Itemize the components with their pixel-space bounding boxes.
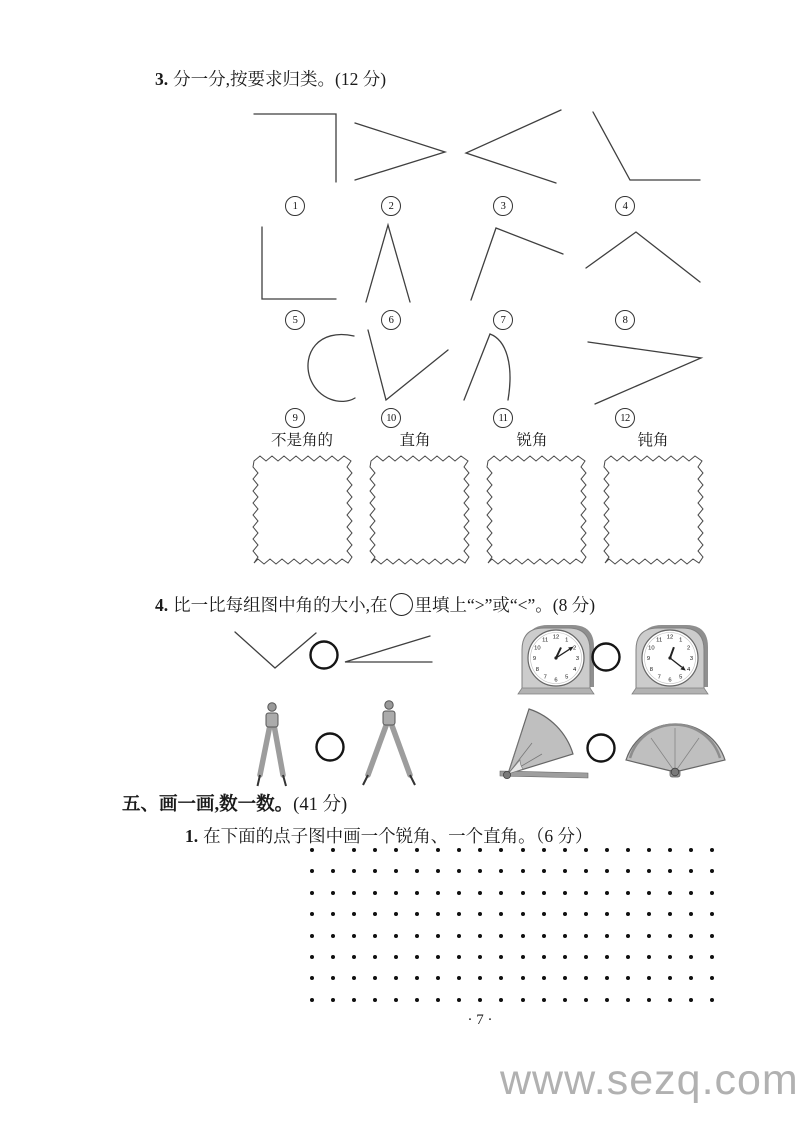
grid-dot (478, 912, 482, 916)
grid-dot (415, 848, 419, 852)
grid-dot (710, 848, 714, 852)
grid-dot (373, 955, 377, 959)
grid-dot (668, 976, 672, 980)
grid-dot (689, 912, 693, 916)
q4-number: 4. (155, 595, 169, 615)
answer-box-acute-angle[interactable] (484, 452, 590, 570)
clock-base (632, 688, 708, 694)
grid-dot (710, 998, 714, 1002)
compass-left-leg (368, 723, 387, 775)
grid-dot (521, 998, 525, 1002)
section5-q1-text: 在下面的点子图中画一个锐角、一个直角。（6 分） (203, 826, 593, 846)
fan-pivot (671, 768, 679, 776)
grid-dot (331, 998, 335, 1002)
grid-dot (563, 869, 567, 873)
grid-dot (352, 955, 356, 959)
figure-3-acute-angle (458, 103, 566, 189)
grid-dot (415, 912, 419, 916)
q4-answer-circle-1[interactable] (307, 638, 341, 672)
grid-dot (647, 976, 651, 980)
grid-dot (499, 891, 503, 895)
grid-dot (394, 976, 398, 980)
grid-dot (689, 869, 693, 873)
figure-label-2: 2 (381, 196, 401, 216)
q4-title-post: 里填上“>”或“<”。(8 分) (414, 595, 596, 615)
grid-dot (605, 998, 609, 1002)
q4-title-pre: 比一比每组图中角的大小,在 (173, 595, 388, 615)
q4-heading (155, 592, 595, 617)
grid-dot (584, 955, 588, 959)
svg-text:6: 6 (554, 677, 558, 684)
svg-text:9: 9 (646, 656, 651, 663)
grid-dot (457, 998, 461, 1002)
answer-box-right-angle[interactable] (367, 452, 473, 570)
grid-dot (352, 891, 356, 895)
grid-dot (605, 848, 609, 852)
grid-dot (310, 955, 314, 959)
grid-dot (626, 848, 630, 852)
grid-dot (352, 869, 356, 873)
grid-dot (499, 998, 503, 1002)
grid-dot (394, 934, 398, 938)
grid-dot (584, 912, 588, 916)
grid-dot (499, 976, 503, 980)
grid-dot (563, 848, 567, 852)
svg-text:7: 7 (543, 674, 547, 681)
grid-dot (689, 934, 693, 938)
grid-dot (352, 912, 356, 916)
svg-text:11: 11 (656, 637, 663, 644)
svg-text:2: 2 (686, 645, 691, 652)
grid-dot (584, 848, 588, 852)
grid-dot (457, 976, 461, 980)
svg-text:3: 3 (689, 656, 694, 663)
clock-base (518, 688, 594, 694)
grid-dot (478, 869, 482, 873)
grid-dot (563, 934, 567, 938)
grid-dot (415, 955, 419, 959)
grid-dot (542, 891, 546, 895)
svg-text:8: 8 (535, 666, 540, 673)
grid-dot (689, 998, 693, 1002)
grid-dot (373, 891, 377, 895)
grid-dot (373, 869, 377, 873)
figure-1-right-angle (248, 106, 343, 188)
grid-dot (373, 998, 377, 1002)
q4-fan-narrow (498, 698, 590, 788)
grid-dot (626, 976, 630, 980)
grid-dot (436, 976, 440, 980)
grid-dot (542, 976, 546, 980)
grid-dot (457, 869, 461, 873)
watermark: www.sezq.com (500, 1056, 799, 1104)
grid-dot (457, 912, 461, 916)
grid-dot (478, 934, 482, 938)
svg-text:5: 5 (679, 674, 683, 681)
dot-grid[interactable] (310, 848, 714, 1004)
grid-dot (647, 912, 651, 916)
figure-10-acute-angle (358, 324, 454, 406)
grid-dot (394, 912, 398, 916)
grid-dot (478, 976, 482, 980)
fan-sector (626, 724, 725, 772)
svg-text:9: 9 (532, 656, 537, 663)
q3-number: 3. (155, 69, 169, 89)
figure-label-1: 1 (285, 196, 305, 216)
section5-number: 五、 (122, 795, 160, 815)
figure-label-11: 11 (493, 408, 513, 428)
svg-text:8: 8 (649, 666, 654, 673)
grid-dot (689, 848, 693, 852)
grid-dot (436, 998, 440, 1002)
q3-heading (155, 66, 386, 91)
grid-dot (478, 891, 482, 895)
grid-dot (499, 955, 503, 959)
svg-text:12: 12 (666, 634, 674, 641)
q4-answer-circle-2[interactable] (589, 640, 623, 674)
grid-dot (689, 976, 693, 980)
answer-circle-inline[interactable] (390, 593, 413, 616)
compass-left-leg (260, 725, 270, 775)
figure-11-line-and-curve (458, 328, 530, 408)
grid-dot (457, 955, 461, 959)
grid-dot (710, 955, 714, 959)
grid-dot (331, 869, 335, 873)
section5-q1-number: 1. (185, 826, 199, 846)
svg-text:10: 10 (534, 645, 541, 652)
compass-hinge (266, 713, 278, 727)
compass-knob (268, 703, 276, 711)
section5-score: (41 分) (293, 795, 348, 815)
figure-9-curve (298, 328, 360, 410)
grid-dot (310, 848, 314, 852)
q4-answer-circle-4[interactable] (584, 731, 618, 765)
grid-dot (605, 934, 609, 938)
grid-dot (436, 869, 440, 873)
grid-dot (668, 998, 672, 1002)
figure-label-3: 3 (493, 196, 513, 216)
grid-dot (668, 848, 672, 852)
svg-text:5: 5 (565, 674, 569, 681)
section5-heading (122, 790, 347, 816)
category-label-not-angle: 不是角的 (270, 432, 334, 449)
category-label-acute-angle: 锐角 (516, 432, 548, 449)
grid-dot (647, 934, 651, 938)
grid-dot (521, 891, 525, 895)
compass-needle (363, 775, 368, 785)
grid-dot (689, 891, 693, 895)
grid-dot (605, 912, 609, 916)
grid-dot (310, 912, 314, 916)
answer-box-not-angle[interactable] (250, 452, 356, 570)
q4-compass-narrow (243, 701, 301, 789)
figure-label-9: 9 (285, 408, 305, 428)
grid-dot (542, 869, 546, 873)
compass-right-leg (274, 725, 283, 775)
grid-dot (710, 912, 714, 916)
figure-6-acute-angle (360, 220, 422, 308)
svg-text:4: 4 (572, 666, 577, 673)
compass-right-leg (391, 723, 410, 775)
q3-score: (12 分) (335, 69, 387, 89)
category-label-obtuse-angle: 钝角 (637, 432, 669, 449)
grid-dot (415, 891, 419, 895)
figure-label-8: 8 (615, 310, 635, 330)
section5-title: 画一画,数一数。 (159, 795, 294, 815)
svg-text:10: 10 (648, 645, 655, 652)
grid-dot (563, 912, 567, 916)
grid-dot (605, 976, 609, 980)
figure-label-5: 5 (285, 310, 305, 330)
grid-dot (626, 869, 630, 873)
page-number: · 7 · (467, 1012, 493, 1028)
grid-dot (415, 976, 419, 980)
figure-5-right-angle (256, 222, 344, 306)
grid-dot (457, 891, 461, 895)
grid-dot (394, 869, 398, 873)
grid-dot (310, 891, 314, 895)
grid-dot (668, 934, 672, 938)
q4-fan-wide (621, 708, 729, 782)
grid-dot (584, 934, 588, 938)
svg-text:12: 12 (552, 634, 560, 641)
grid-dot (584, 869, 588, 873)
grid-dot (626, 998, 630, 1002)
grid-dot (394, 891, 398, 895)
figure-label-4: 4 (615, 196, 635, 216)
grid-dot (436, 891, 440, 895)
grid-dot (710, 976, 714, 980)
grid-dot (521, 955, 525, 959)
grid-dot (415, 998, 419, 1002)
grid-dot (542, 934, 546, 938)
grid-dot (499, 869, 503, 873)
grid-dot (647, 869, 651, 873)
svg-text:2: 2 (572, 645, 577, 652)
compass-knob (385, 701, 393, 709)
figure-8-obtuse-angle (578, 226, 706, 288)
grid-dot (647, 848, 651, 852)
fan-pivot (503, 771, 510, 778)
grid-dot (499, 934, 503, 938)
grid-dot (394, 998, 398, 1002)
svg-text:1: 1 (679, 637, 683, 644)
grid-dot (394, 848, 398, 852)
grid-dot (542, 848, 546, 852)
figure-label-7: 7 (493, 310, 513, 330)
svg-text:11: 11 (542, 637, 549, 644)
compass-hinge (383, 711, 395, 725)
grid-dot (605, 891, 609, 895)
grid-dot (668, 869, 672, 873)
grid-dot (310, 869, 314, 873)
svg-text:7: 7 (657, 674, 661, 681)
grid-dot (626, 934, 630, 938)
grid-dot (563, 955, 567, 959)
grid-dot (352, 998, 356, 1002)
grid-dot (436, 934, 440, 938)
grid-dot (310, 934, 314, 938)
grid-dot (499, 912, 503, 916)
grid-dot (436, 848, 440, 852)
grid-dot (542, 998, 546, 1002)
grid-dot (352, 934, 356, 938)
grid-dot (710, 934, 714, 938)
grid-dot (563, 976, 567, 980)
q4-clock-right (624, 616, 716, 696)
grid-dot (331, 891, 335, 895)
grid-dot (584, 976, 588, 980)
grid-dot (521, 934, 525, 938)
grid-dot (331, 912, 335, 916)
grid-dot (521, 976, 525, 980)
answer-box-obtuse-angle[interactable] (601, 452, 707, 570)
grid-dot (478, 998, 482, 1002)
grid-dot (668, 912, 672, 916)
q3-title: 分一分,按要求归类。 (173, 69, 335, 89)
grid-dot (310, 976, 314, 980)
grid-dot (563, 998, 567, 1002)
grid-dot (668, 955, 672, 959)
grid-dot (457, 934, 461, 938)
grid-dot (521, 912, 525, 916)
grid-dot (710, 869, 714, 873)
grid-dot (584, 998, 588, 1002)
grid-dot (521, 869, 525, 873)
q4-angle-narrow (340, 630, 436, 676)
svg-text:6: 6 (668, 677, 672, 684)
grid-dot (542, 955, 546, 959)
grid-dot (605, 955, 609, 959)
grid-dot (584, 891, 588, 895)
grid-dot (478, 955, 482, 959)
figure-label-12: 12 (615, 408, 635, 428)
grid-dot (373, 848, 377, 852)
compass-pencil (410, 775, 415, 785)
grid-dot (605, 869, 609, 873)
grid-dot (478, 848, 482, 852)
svg-text:4: 4 (686, 666, 691, 673)
figure-12-acute-angle (583, 334, 708, 410)
grid-dot (436, 955, 440, 959)
grid-dot (331, 976, 335, 980)
grid-dot (542, 912, 546, 916)
grid-dot (415, 934, 419, 938)
grid-dot (352, 976, 356, 980)
grid-dot (331, 955, 335, 959)
grid-dot (436, 912, 440, 916)
grid-dot (647, 891, 651, 895)
grid-dot (626, 891, 630, 895)
grid-dot (331, 848, 335, 852)
grid-dot (373, 912, 377, 916)
grid-dot (647, 998, 651, 1002)
figure-4-obtuse-angle (585, 106, 705, 188)
grid-dot (373, 976, 377, 980)
grid-dot (521, 848, 525, 852)
grid-dot (626, 912, 630, 916)
q4-compass-wide (352, 699, 426, 789)
grid-dot (394, 955, 398, 959)
grid-dot (352, 848, 356, 852)
grid-dot (415, 869, 419, 873)
grid-dot (373, 934, 377, 938)
grid-dot (710, 891, 714, 895)
grid-dot (499, 848, 503, 852)
svg-text:3: 3 (575, 656, 580, 663)
figure-2-acute-angle (350, 116, 450, 188)
grid-dot (563, 891, 567, 895)
q4-answer-circle-3[interactable] (313, 730, 347, 764)
grid-dot (331, 934, 335, 938)
grid-dot (626, 955, 630, 959)
section5-q1 (185, 823, 593, 848)
grid-dot (689, 955, 693, 959)
category-label-right-angle: 直角 (399, 432, 431, 449)
grid-dot (668, 891, 672, 895)
grid-dot (647, 955, 651, 959)
figure-label-6: 6 (381, 310, 401, 330)
grid-dot (457, 848, 461, 852)
figure-label-10: 10 (381, 408, 401, 428)
figure-7-angle (463, 222, 569, 306)
svg-text:1: 1 (565, 637, 569, 644)
grid-dot (310, 998, 314, 1002)
